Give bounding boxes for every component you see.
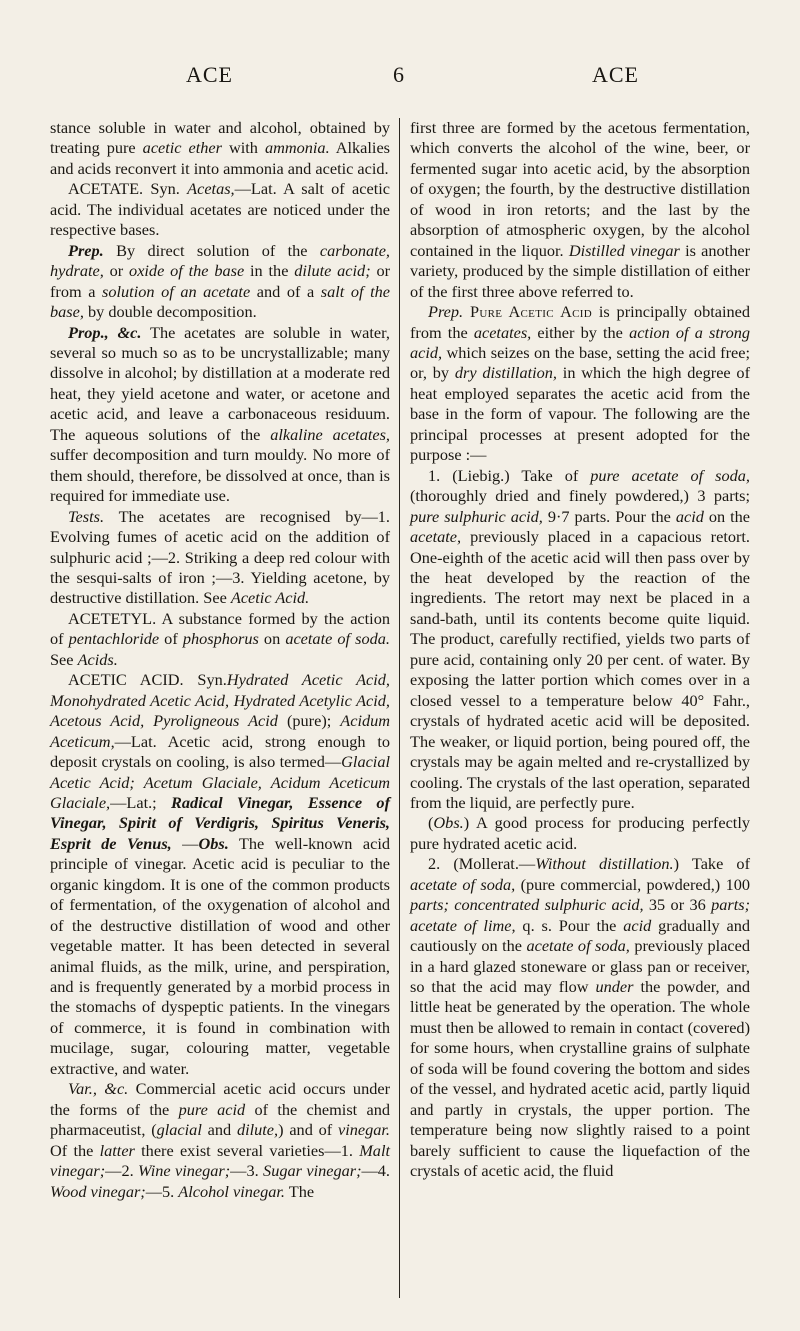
text-run: of — [159, 629, 183, 649]
text-run: The acetates are recognised by—1. Evolving fumes of acetic acid on the addition of sulphuric acid ;—2. Striking a deep red colour with the sesqui-salts of iron ;—3. Yielding acetone, by destructive distillation. See — [50, 506, 390, 608]
text-run: or from a — [50, 261, 391, 301]
emphasis-text: Pure Acetic Acid — [469, 302, 592, 322]
text-run: either by the — [531, 322, 630, 342]
emphasis-text: vinegar. — [338, 1120, 390, 1140]
emphasis-text: pure acetate of soda, — [590, 465, 751, 485]
emphasis-text: salt of the base, — [50, 281, 391, 322]
text-run: in which the high degree of heat employed separates the acetic acid from the base in the form of vapour. The following are the principal processes at present adopted for the purpose :— — [410, 363, 750, 465]
text-run: by double decomposition. — [83, 302, 257, 322]
text-run: 35 or 36 — [643, 895, 712, 915]
emphasis-text: pentachloride — [68, 629, 160, 649]
emphasis-text: Prop., &c. — [68, 322, 142, 342]
text-run: — — [171, 833, 199, 853]
emphasis-text: solution of an acetate — [102, 281, 251, 301]
text-run: The well-known acid principle of vinegar. Acetic acid is peculiar to the organic kingdom. It is one of the common products of fermentation, of the oxygenation of alcohol and of the destructive distillation of wood and other vegetable matter. It has been detected in several animal fluids, as the milk, urine, and perspiration, and is frequently generated by a morbid process in the stomachs of dyspeptic patients. In the vinegars of commerce, it is found in combination with mucilage, sugar, colouring matter, vegetable extractive, and water. — [50, 833, 390, 1078]
emphasis-text: Var., &c. — [68, 1079, 129, 1099]
paragraph — [50, 1079, 390, 1202]
emphasis-text: Acids. — [77, 649, 118, 669]
text-run: and of a — [250, 281, 321, 301]
text-run: Alkalies and acids reconvert it into ammonia and acetic acid. — [50, 138, 391, 178]
paragraph — [50, 241, 390, 323]
paragraph — [50, 507, 390, 609]
column-divider — [399, 118, 400, 1298]
text-run: —Lat.; — [110, 792, 172, 812]
text-run: By direct solution of the — [103, 240, 320, 260]
text-run: Of the — [50, 1140, 100, 1160]
text-run: first three are formed by the acetous fermentation, which converts the alcohol of the wine, beer, or fermented sugar into acetic acid, by the absorption of oxygen; the fourth, by the destructive distillation of wood in iron retorts; and the last by the absorption of atmospheric oxygen, by the alcohol contained in the liquor. — [410, 118, 750, 260]
text-run: Commercial acetic acid occurs under the forms of the — [50, 1079, 390, 1119]
emphasis-text: Wood vinegar; — [50, 1181, 146, 1201]
emphasis-text: acetates, — [473, 322, 532, 342]
text-run: of the chemist and pharmaceutist, ( — [50, 1099, 391, 1140]
left-text-column — [50, 118, 390, 1202]
header-guide-word-left: ACE — [186, 62, 233, 87]
text-run: —Lat. A salt of acetic acid. The individual acetates are noticed under the respective bases. — [50, 179, 390, 240]
emphasis-text: Acidum Aceticum, — [50, 711, 391, 751]
text-run: See — [50, 649, 78, 669]
emphasis-text: acetate of soda. — [285, 629, 390, 649]
emphasis-text: Obs. — [433, 813, 464, 833]
text-run: —4. — [361, 1161, 390, 1181]
emphasis-text: dilute, — [236, 1120, 279, 1140]
text-run: 2. (Mollerat.— — [428, 854, 536, 874]
running-header — [0, 62, 800, 102]
emphasis-text: Acetas, — [187, 179, 235, 199]
emphasis-text: Prep. — [68, 240, 104, 260]
emphasis-text: Glacial Acetic Acid; Acetum Glaciale, Acidum Aceticum Glaciale, — [50, 752, 390, 812]
emphasis-text: phosphorus — [182, 629, 259, 649]
text-run: ) A good process for producing perfectly pure hydrated acetic acid. — [410, 813, 750, 853]
emphasis-text: under — [595, 977, 634, 997]
text-run: with — [222, 138, 265, 158]
paragraph — [50, 179, 390, 240]
text-run: —Lat. Acetic acid, strong enough to deposit crystals on cooling, is also termed— — [50, 731, 390, 772]
paragraph — [50, 323, 390, 507]
text-run: (pure); — [277, 711, 341, 731]
text-run: gradually and cautiously on the — [410, 915, 751, 956]
text-run — [463, 302, 470, 321]
header-guide-word-right: ACE — [592, 62, 639, 87]
emphasis-text: ammonia. — [264, 138, 330, 158]
text-run: on the — [703, 506, 751, 526]
text-run: ACETIC ACID. Syn. — [68, 670, 227, 690]
emphasis-text: Malt vinegar; — [50, 1140, 390, 1181]
emphasis-text: acid — [675, 506, 704, 526]
text-run: stance soluble in water and alcohol, obtained by treating pure — [50, 118, 390, 158]
emphasis-text: acetate of soda, — [526, 936, 630, 956]
emphasis-text: acetate of soda, — [410, 874, 516, 894]
text-run: previously placed in a hard glazed stoneware or glass pan or receiver, so that the acid may flow — [410, 936, 751, 997]
right-text-column — [410, 118, 750, 1182]
text-run: there exist several varieties—1. — [134, 1140, 360, 1160]
emphasis-text: acid — [623, 915, 652, 935]
text-run: which seizes on the base, setting the acid free; or, by — [410, 342, 750, 383]
text-run: q. s. Pour the — [515, 915, 624, 935]
emphasis-text: alkaline acetates, — [270, 424, 390, 444]
emphasis-text: parts; concentrated sulphuric acid, — [410, 895, 644, 915]
emphasis-text: oxide of the base — [129, 261, 245, 281]
text-run: The — [285, 1181, 315, 1201]
text-run: ) Take of — [673, 854, 750, 874]
text-run: is principally obtained from the — [410, 302, 750, 342]
paragraph — [410, 854, 750, 1181]
paragraph — [410, 466, 750, 814]
paragraph — [50, 609, 390, 670]
emphasis-text: Hydrated Acetic Acid, Monohydrated Acetic Acid, Hydrated Acetylic Acid, Acetous Acid, Pyroligneous Acid — [50, 670, 390, 731]
text-run: is another variety, produced by the simple distillation of either of the first three above referred to. — [410, 240, 750, 301]
text-run: (thoroughly dried and finely powdered,) 3 parts; — [410, 486, 750, 506]
paragraph — [410, 118, 750, 302]
paragraph — [50, 670, 390, 1079]
emphasis-text: Sugar vinegar; — [263, 1161, 362, 1181]
emphasis-text: action of a strong acid, — [410, 322, 750, 362]
text-run: or — [103, 261, 130, 281]
text-run: in the — [244, 261, 295, 281]
text-run: suffer decomposition and turn mouldy. No more of them should, therefore, be dissolved at once, than is required for immediate use. — [50, 445, 390, 506]
emphasis-text: Prep. — [428, 302, 464, 322]
emphasis-text: Alcohol vinegar. — [178, 1181, 285, 1201]
emphasis-text: carbonate, hydrate, — [50, 240, 390, 281]
emphasis-text: latter — [99, 1140, 135, 1160]
page-number: 6 — [393, 62, 405, 87]
text-run: ACETETYL. A substance formed by the action of — [50, 608, 390, 649]
text-run: —2. — [105, 1161, 139, 1181]
emphasis-text: Acetic Acid. — [230, 588, 310, 608]
emphasis-text: Obs. — [198, 833, 229, 853]
text-run: previously placed in a capacious retort. One-eighth of the acetic acid will then pass over by the heat developed by the reaction of the ingredients. The retort may next be placed in a sand-bath, until its contents become quite liquid. The product, carefully rectified, yields two parts of pure acid, containing only 20 per cent. of water. By exposing the latter portion which comes over in a closed vessel to a temperature below 40° Fahr., crystals of hydrated acetic acid will be deposited. The weaker, or liquid portion, being poured off, the crystals may be again melted and re-crystallized by cooling. The crystals of the last operation, separated from the liquid, are perfectly pure. — [410, 527, 750, 812]
emphasis-text: Without distillation. — [535, 854, 674, 874]
emphasis-text: acetic ether — [142, 138, 222, 158]
emphasis-text: dilute acid; — [294, 261, 371, 281]
text-run: ACETATE. Syn. — [68, 179, 188, 199]
paragraph — [410, 813, 750, 854]
paragraph — [410, 302, 750, 466]
emphasis-text: Tests. — [68, 506, 105, 526]
paragraph — [50, 118, 390, 179]
text-run: —5. — [145, 1181, 179, 1201]
text-run: (pure commercial, powdered,) 100 — [515, 874, 751, 894]
text-run: The acetates are soluble in water, several so much so as to be uncrystallizable; many dissolve in alcohol; by distillation at a moderate red heat, they yield acetone and water, or acetone and acetic acid, and leave a carbonaceous residuum. The aqueous solutions of the — [50, 322, 391, 444]
emphasis-text: acetate, — [410, 527, 462, 547]
emphasis-text: Wine vinegar; — [138, 1161, 231, 1181]
emphasis-text: dry distillation, — [454, 363, 557, 383]
emphasis-text: pure sulphuric acid, — [410, 506, 543, 526]
text-run: on — [258, 629, 286, 649]
text-run: 1. (Liebig.) Take of — [428, 465, 591, 485]
text-run: ( — [428, 813, 434, 833]
text-run: the powder, and little heat be generated by the operation. The whole must then be allowed to remain in contact (covered) for some hours, when crystalline grains of sulphate of soda will be found covering the bottom and sides of the vessel, and hydrated acetic acid, partly liquid and partly in crystals, the upper portion. The temperature being now slightly raised to a point barely sufficient to cause the liquefaction of the crystals of acetic acid, the fluid — [410, 977, 750, 1181]
emphasis-text: Distilled vinegar — [568, 240, 680, 260]
text-run: —3. — [230, 1161, 264, 1181]
text-run: 9·7 parts. Pour the — [542, 506, 676, 526]
emphasis-text: parts; acetate of lime, — [410, 895, 750, 935]
text-run: ) and of — [278, 1120, 338, 1140]
emphasis-text: glacial — [156, 1120, 202, 1140]
emphasis-text: pure acid — [178, 1099, 246, 1119]
emphasis-text: Radical Vinegar, Essence of Vinegar, Spirit of Verdigris, Spiritus Veneris, Esprit de Venus, — [50, 792, 390, 853]
text-run: and — [201, 1120, 237, 1140]
